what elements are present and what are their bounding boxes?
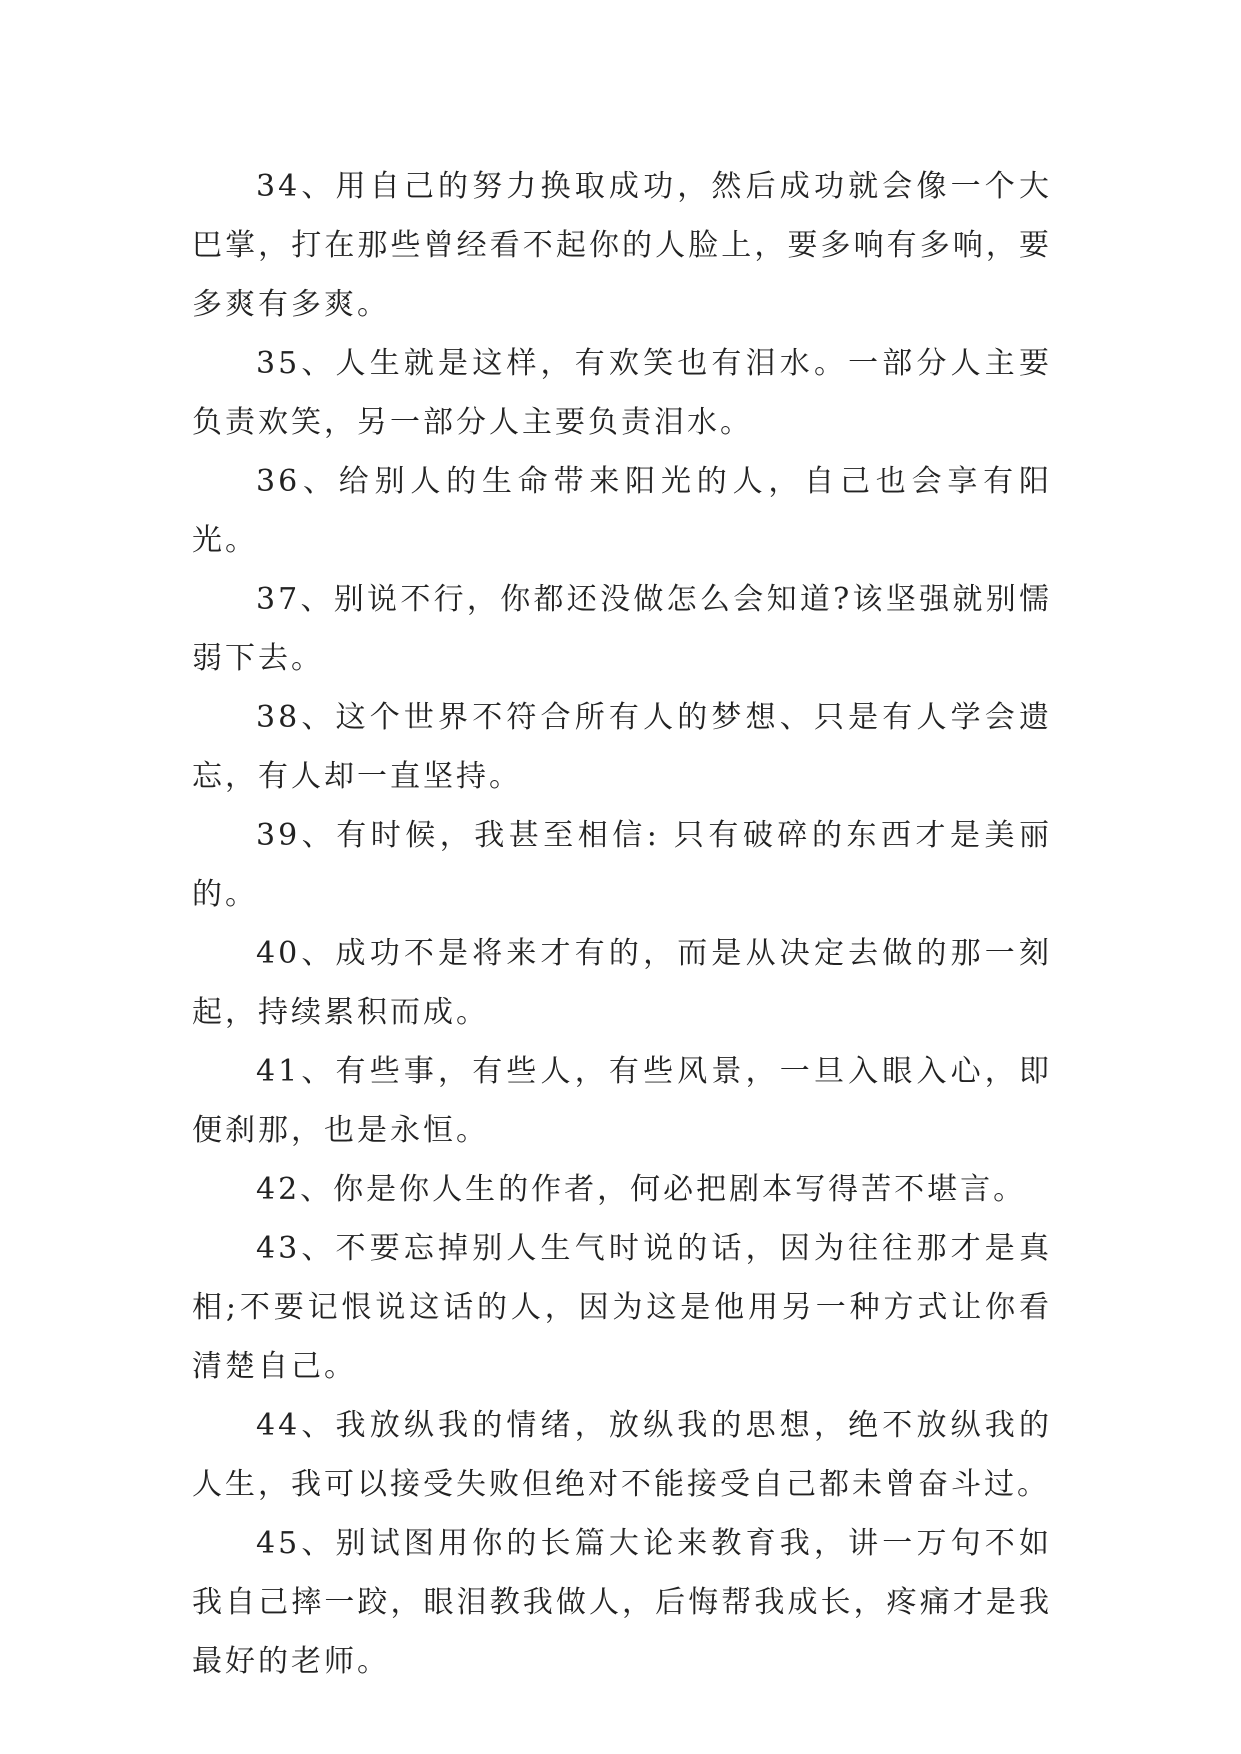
- quote-paragraph-38: 38、这个世界不符合所有人的梦想、只是有人学会遗忘，有人却一直坚持。: [192, 700, 1052, 794]
- quote-paragraph-36: 36、给别人的生命带来阳光的人，自己也会享有阳光。: [192, 464, 1052, 558]
- quote-paragraph-37: 37、别说不行，你都还没做怎么会知道?该坚强就别懦弱下去。: [192, 582, 1052, 676]
- quote-paragraph-42: 42、你是你人生的作者，何必把剧本写得苦不堪言。: [256, 1172, 1027, 1207]
- quote-paragraph-35: 35、人生就是这样，有欢笑也有泪水。一部分人主要负责欢笑，另一部分人主要负责泪水。: [192, 346, 1052, 440]
- quote-paragraph-41: 41、有些事，有些人，有些风景，一旦入眼入心，即便刹那，也是永恒。: [192, 1054, 1052, 1148]
- quote-paragraph-34: 34、用自己的努力换取成功，然后成功就会像一个大巴掌，打在那些曾经看不起你的人脸上，要多响有多响，要多爽有多爽。: [192, 169, 1052, 322]
- quote-list: [192, 157, 1052, 1691]
- quote-paragraph-40: 40、成功不是将来才有的，而是从决定去做的那一刻起，持续累积而成。: [192, 936, 1052, 1030]
- quote-paragraph-44: 44、我放纵我的情绪，放纵我的思想，绝不放纵我的人生，我可以接受失败但绝对不能接受自己都未曾奋斗过。: [192, 1408, 1052, 1502]
- quote-paragraph-45: 45、别试图用你的长篇大论来教育我，讲一万句不如我自己摔一跤，眼泪教我做人，后悔帮我成长，疼痛才是我最好的老师。: [192, 1526, 1052, 1679]
- quote-paragraph-43: 43、不要忘掉别人生气时说的话，因为往往那才是真相;不要记恨说这话的人，因为这是他用另一种方式让你看清楚自己。: [192, 1231, 1052, 1384]
- quote-paragraph-39: 39、有时候，我甚至相信: 只有破碎的东西才是美丽的。: [192, 818, 1052, 912]
